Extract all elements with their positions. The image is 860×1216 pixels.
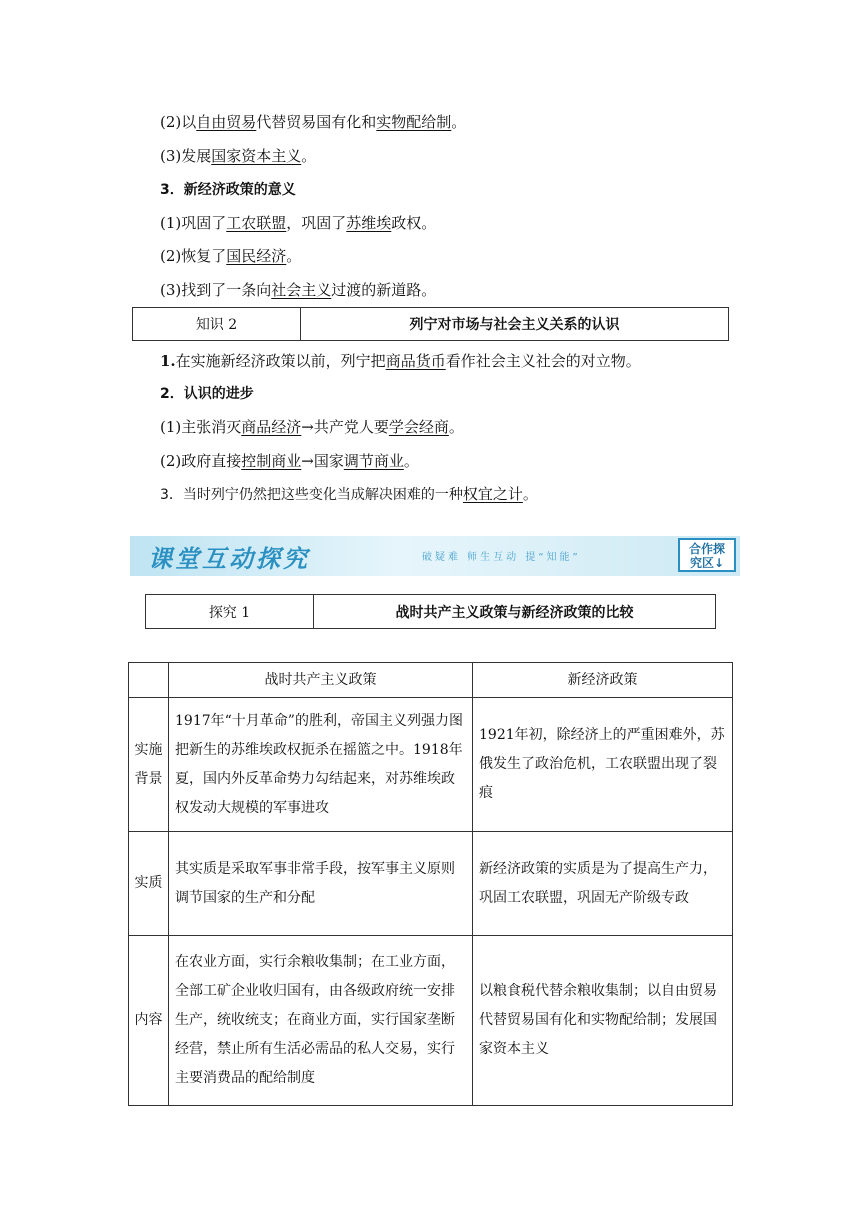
text: 。 — [403, 452, 419, 470]
significance-item-1 — [160, 213, 436, 233]
knowledge-2-header — [132, 307, 729, 341]
table-header-row — [129, 663, 733, 698]
text: (2)以 — [160, 113, 197, 131]
cooperative-explore-badge — [678, 538, 736, 572]
row-label: 实质 — [129, 832, 169, 936]
table-row — [129, 698, 733, 832]
knowledge-point-3 — [160, 484, 538, 505]
table-header-cell: 新经济政策 — [473, 663, 733, 698]
section-heading-significance: 3．新经济政策的意义 — [160, 182, 296, 198]
text: 。 — [301, 147, 317, 165]
explore-label: 探究 1 — [146, 595, 314, 628]
comparison-table — [128, 662, 733, 1106]
significance-item-3 — [160, 280, 436, 300]
underlined-term: 国家资本主义 — [211, 147, 302, 165]
underlined-term: 工农联盟 — [226, 214, 287, 232]
underlined-term: 权宜之计 — [462, 485, 523, 503]
explore-1-header — [145, 594, 716, 629]
table-header-cell: 战时共产主义政策 — [169, 663, 473, 698]
underlined-term: 国民经济 — [226, 247, 287, 265]
table-row — [129, 936, 733, 1106]
underlined-term: 控制商业 — [241, 452, 302, 470]
table-cell: 1921年初，除经济上的严重困难外，苏俄发生了政治危机，工农联盟出现了裂痕 — [473, 698, 733, 832]
knowledge-title: 列宁对市场与社会主义关系的认识 — [409, 317, 620, 333]
text: (2)恢复了 — [160, 247, 227, 265]
underlined-term: 实物配给制 — [376, 113, 452, 131]
table-cell: 在农业方面，实行余粮收集制；在工业方面，全部工矿企业收归国有，由各级政府统一安排生产，统收统支；在商业方面，实行国家垄断经营，禁止所有生活必需品的私人交易，实行主要消费品的配给制度 — [169, 936, 473, 1106]
text: 过渡的新道路。 — [331, 281, 437, 299]
underlined-term: 自由贸易 — [196, 113, 257, 131]
section-banner — [130, 536, 740, 576]
text: 1. — [160, 352, 176, 370]
text: (2)政府直接 — [160, 452, 242, 470]
table-cell: 以粮食税代替余粮收集制；以自由贸易代替贸易国有化和实物配给制；发展国家资本主义 — [473, 936, 733, 1106]
badge-line-1: 合作探 — [688, 542, 725, 556]
text: 3．当时列宁仍然把这些变化当成解决困难的一种 — [160, 487, 463, 503]
underlined-term: 调节商业 — [343, 452, 404, 470]
underlined-term: 学会经商 — [388, 418, 449, 436]
text: 代替贸易国有化和 — [256, 113, 377, 131]
banner-subtitle: 破疑难 师生互动 提“知能” — [422, 552, 581, 563]
section-heading-progress: 2．认识的进步 — [160, 386, 254, 402]
row-label: 内容 — [129, 936, 169, 1106]
significance-item-2 — [160, 246, 301, 266]
text: (3)找到了一条向 — [160, 281, 272, 299]
explore-title: 战时共产主义政策与新经济政策的比较 — [395, 604, 634, 621]
knowledge-point-1 — [160, 351, 641, 371]
text: 。 — [286, 247, 302, 265]
text: 在实施新经济政策以前，列宁把 — [175, 352, 386, 370]
underlined-term: 社会主义 — [271, 281, 332, 299]
progress-item-1 — [160, 417, 464, 437]
table-cell: 其实质是采取军事非常手段，按军事主义原则调节国家的生产和分配 — [169, 832, 473, 936]
text: ，巩固了 — [286, 214, 347, 232]
text: →国家 — [301, 452, 344, 470]
text: (1)主张消灭 — [160, 418, 242, 436]
banner-title: 课堂互动探究 — [148, 544, 310, 573]
down-arrow-icon: ↓ — [713, 556, 725, 570]
underlined-term: 商品经济 — [241, 418, 302, 436]
policy-item-2 — [160, 112, 466, 132]
text: 政权。 — [391, 214, 437, 232]
text: 。 — [522, 485, 538, 503]
underlined-term: 苏维埃 — [346, 214, 392, 232]
table-cell: 新经济政策的实质是为了提高生产力，巩固工农联盟，巩固无产阶级专政 — [473, 832, 733, 936]
badge-line-2: 究区 — [689, 556, 714, 570]
text: (1)巩固了 — [160, 214, 227, 232]
text: 看作社会主义社会的对立物。 — [445, 352, 641, 370]
table-row — [129, 832, 733, 936]
text: →共产党人要 — [301, 418, 389, 436]
progress-item-2 — [160, 451, 419, 471]
table-cell: 1917年“十月革命”的胜利，帝国主义列强力图把新生的苏维埃政权扼杀在摇篮之中。1918年夏，国内外反革命势力勾结起来，对苏维埃政权发动大规模的军事进攻 — [169, 698, 473, 832]
underlined-term: 商品货币 — [385, 352, 446, 370]
text: (3)发展 — [160, 147, 212, 165]
row-label: 实施背景 — [129, 698, 169, 832]
policy-item-3 — [160, 146, 316, 166]
text: 。 — [451, 113, 467, 131]
text: 。 — [448, 418, 464, 436]
table-header-cell — [129, 663, 169, 698]
knowledge-label: 知识 2 — [133, 308, 301, 340]
